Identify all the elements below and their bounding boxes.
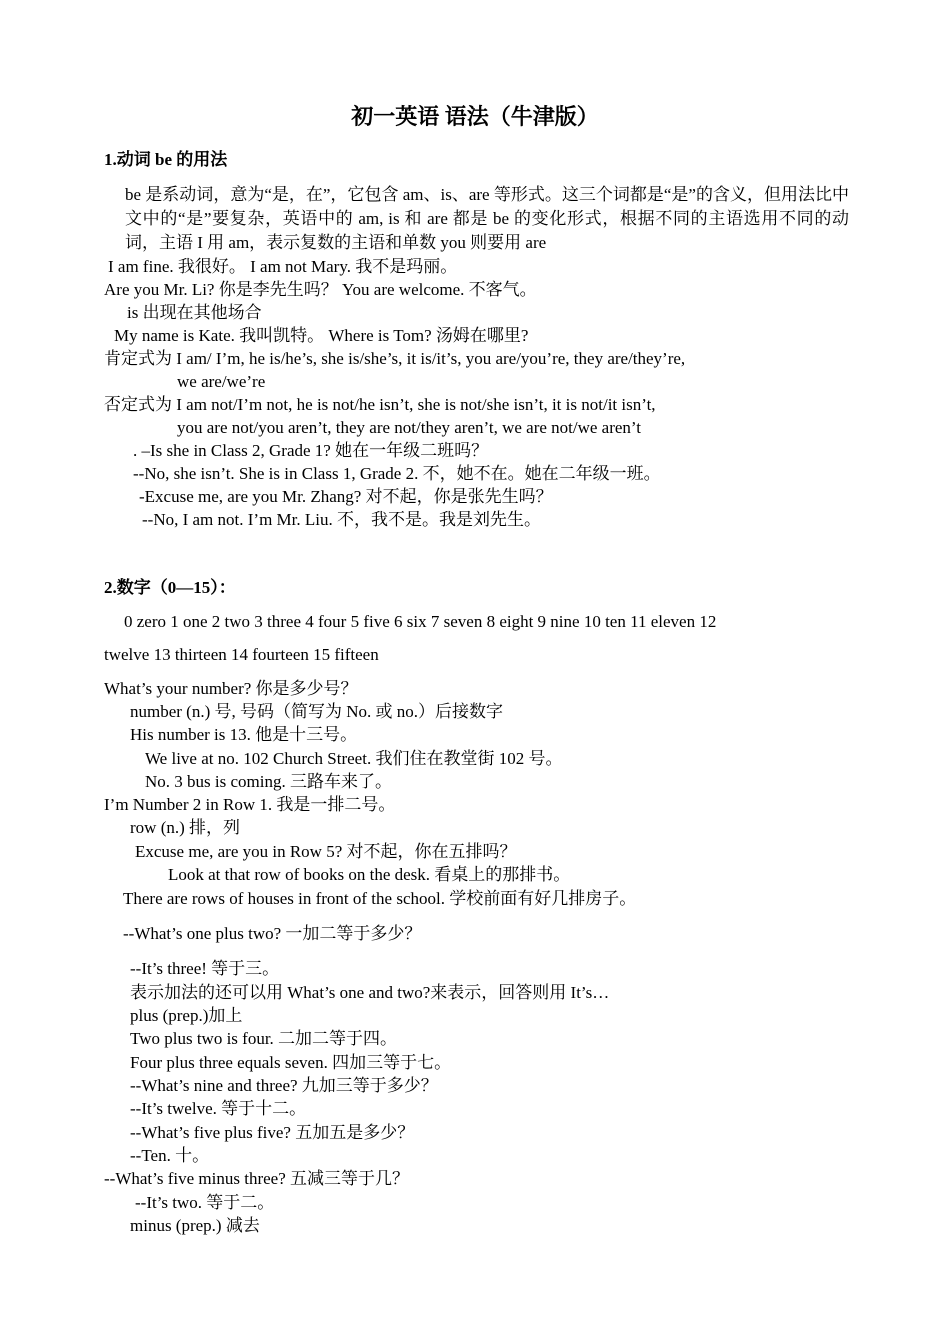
section1-intro: be 是系动词，意为“是，在”，它包含 am、is、are 等形式。这三个词都是“是”的含义，但用法比中文中的“是”要复杂，英语中的 am, is 和 are 都是 be 的变化形式，根据不同的主语选用不同的动词，主语 I 用 am，表示复数的主语和单数 you 则要用 are xyxy=(125,185,849,252)
dialogue-line: . –Is she in Class 2, Grade 1? 她在一年级二班吗？ xyxy=(133,441,489,460)
note-line: 表示加法的还可以用 What’s one and two?来表示，回答则用 It’s… xyxy=(130,983,610,1002)
negative-forms: 否定式为 I am not/I’m not, he is not/he isn’t, she is not/she isn’t, it is not/it isn’t, xyxy=(104,395,656,414)
vocab-line: minus (prep.) 减去 xyxy=(130,1216,260,1235)
dialogue-line: --What’s nine and three? 九加三等于多少？ xyxy=(130,1076,438,1095)
page-title: 初一英语 语法（牛津版） xyxy=(351,104,599,129)
negative-forms-cont: you are not/you aren’t, they are not/they aren’t, we are not/we aren’t xyxy=(177,418,642,437)
note-line: is 出现在其他场合 xyxy=(127,303,262,322)
dialogue-line: --It’s two. 等于二。 xyxy=(135,1193,275,1212)
example-line: There are rows of houses in front of the school. 学校前面有好几排房子。 xyxy=(123,889,637,908)
numbers-line: twelve 13 thirteen 14 fourteen 15 fifteen xyxy=(104,645,379,664)
dialogue-line: --No, I am not. I’m Mr. Liu. 不，我不是。我是刘先生。 xyxy=(142,510,541,529)
dialogue-line: --It’s twelve. 等于十二。 xyxy=(130,1099,307,1118)
example-line: Look at that row of books on the desk. 看桌上的那排书。 xyxy=(168,865,571,884)
dialogue-line: --What’s one plus two? 一加二等于多少？ xyxy=(123,924,422,943)
dialogue-line: -Excuse me, are you Mr. Zhang? 对不起，你是张先生吗？ xyxy=(139,487,553,506)
section1-heading: 1.动词 be 的用法 xyxy=(104,150,228,169)
vocab-line: row (n.) 排，列 xyxy=(130,818,241,837)
dialogue-line: --What’s five minus three? 五减三等于几？ xyxy=(104,1169,409,1188)
dialogue-line: --What’s five plus five? 五加五是多少？ xyxy=(130,1123,415,1142)
vocab-line: plus (prep.)加上 xyxy=(130,1006,243,1025)
example-line: My name is Kate. 我叫凯特。 Where is Tom? 汤姆在哪里? xyxy=(114,326,529,345)
affirmative-forms: 肯定式为 I am/ I’m, he is/he’s, she is/she’s, it is/it’s, you are/you’re, they are/they’re, xyxy=(104,349,686,368)
example-line: I am fine. 我很好。 I am not Mary. 我不是玛丽。 xyxy=(108,257,458,276)
example-line: No. 3 bus is coming. 三路车来了。 xyxy=(145,772,392,791)
dialogue-line: --Ten. 十。 xyxy=(130,1146,210,1165)
numbers-line: 0 zero 1 one 2 two 3 three 4 four 5 five 6 six 7 seven 8 eight 9 nine 10 ten 11 eleven 12 xyxy=(124,612,717,631)
example-line: Two plus two is four. 二加二等于四。 xyxy=(130,1029,398,1048)
example-line: We live at no. 102 Church Street. 我们住在教堂街 102 号。 xyxy=(145,749,563,768)
example-line: His number is 13. 他是十三号。 xyxy=(130,725,358,744)
example-line: What’s your number? 你是多少号？ xyxy=(104,679,358,698)
vocab-line: number (n.) 号, 号码（简写为 No. 或 no.）后接数字 xyxy=(130,702,504,721)
section2-heading: 2.数字（0—15）： xyxy=(104,578,236,597)
example-line: Are you Mr. Li? 你是李先生吗？ You are welcome. 不客气。 xyxy=(104,280,537,299)
example-line: Four plus three equals seven. 四加三等于七。 xyxy=(130,1053,452,1072)
dialogue-line: --It’s three! 等于三。 xyxy=(130,959,280,978)
affirmative-forms-cont: we are/we’re xyxy=(177,372,266,391)
example-line: Excuse me, are you in Row 5? 对不起，你在五排吗？ xyxy=(135,842,517,861)
example-line: I’m Number 2 in Row 1. 我是一排二号。 xyxy=(104,795,396,814)
dialogue-line: --No, she isn’t. She is in Class 1, Grade 2. 不，她不在。她在二年级一班。 xyxy=(133,464,661,483)
